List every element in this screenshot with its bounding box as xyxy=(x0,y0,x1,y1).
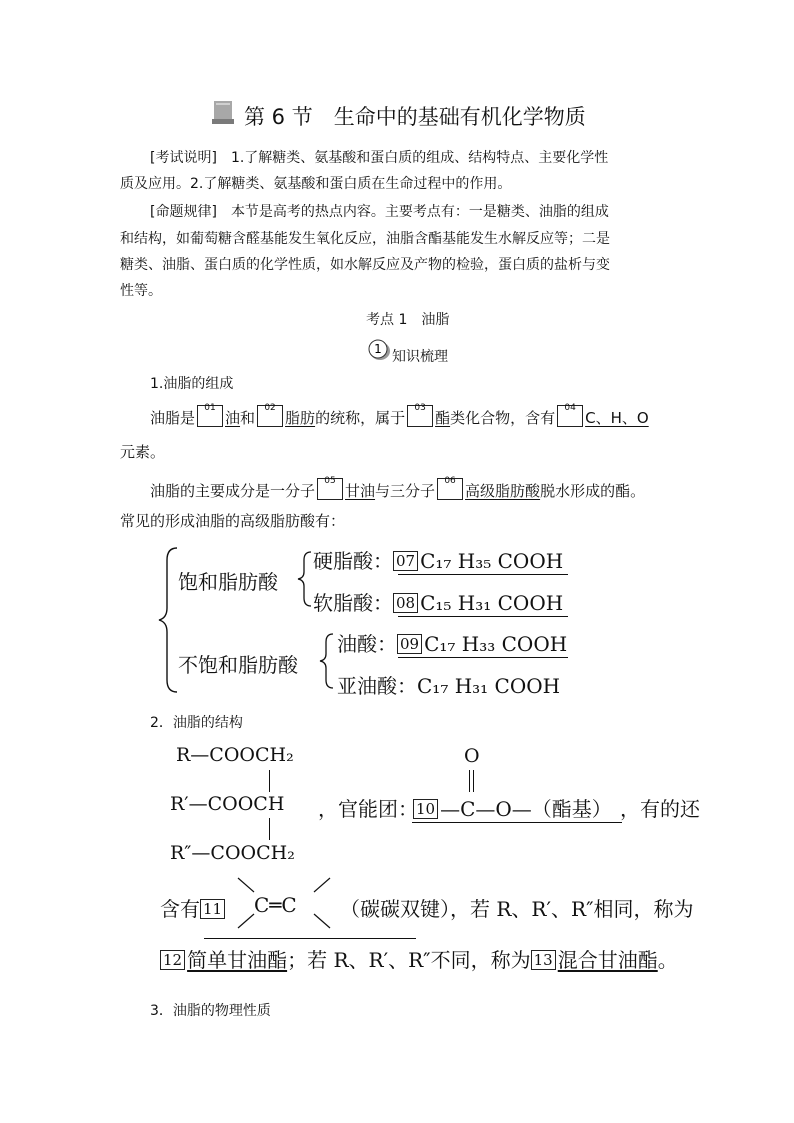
underline-08 xyxy=(398,616,568,617)
ester-group-row: 10 —C—O—（酯基） xyxy=(413,793,612,822)
blank-box-05: 05 xyxy=(317,478,343,500)
blank-box-13: 13 xyxy=(531,950,556,970)
underline-11 xyxy=(204,938,416,939)
blank-box-10: 10 xyxy=(413,799,438,819)
exam-description-line1: [考试说明] 1.了解糖类、氨基酸和蛋白质的组成、结构特点、主要化学性 xyxy=(150,150,609,166)
rule-tag: [命题规律] xyxy=(150,204,217,220)
blank-box-07: 07 xyxy=(393,551,418,571)
underline-10 xyxy=(412,822,622,823)
blank-box-04: 04 xyxy=(557,405,583,427)
acid-row-oleic: 油酸： 09 C₁₇ H₃₃ COOH xyxy=(337,632,568,656)
s1-paragraph2-end: 常见的形成油脂的高级脂肪酸有： xyxy=(120,512,346,530)
book-icon xyxy=(212,99,234,125)
section2-heading: 2．油脂的结构 xyxy=(150,715,243,731)
rule-line2: 和结构，如葡萄糖含醛基能发生氧化反应，油脂含酯基能发生水解反应等；二是 xyxy=(120,231,610,247)
section-kaodian-title: 考点 1 油脂 xyxy=(366,312,450,328)
section1-heading: 1.油脂的组成 xyxy=(150,376,234,392)
ester-double-bond-a xyxy=(469,770,470,792)
section3-heading: 3．油脂的物理性质 xyxy=(150,1003,271,1019)
rule-line3: 糖类、油脂、蛋白质的化学性质，如水解反应及产物的检验，蛋白质的盐析与变 xyxy=(120,257,610,273)
blank-box-06: 06 xyxy=(437,478,463,500)
acid-row-stearic: 硬脂酸： 07 C₁₇ H₃₅ COOH xyxy=(313,549,564,573)
blank-box-03: 03 xyxy=(407,405,433,427)
ester-double-bond-b xyxy=(473,770,474,792)
ester-tail: ，有的还 xyxy=(620,797,700,821)
unsaturated-acid-label: 不饱和脂肪酸 xyxy=(178,653,298,677)
badge-circle-icon xyxy=(367,338,389,360)
knowledge-subtitle: 知识梳理 xyxy=(392,349,448,365)
s1-paragraph1-end: 元素。 xyxy=(120,443,166,461)
s1-paragraph2: 油脂的主要成分是一分子 05 甘油与三分子 06 高级脂肪酸脱水形成的酯。 xyxy=(150,476,646,500)
struct-bond-upper xyxy=(269,770,270,792)
lower-brace xyxy=(320,634,333,688)
rule-line4: 性等。 xyxy=(120,283,162,299)
outer-brace xyxy=(159,548,177,692)
cc-label: （碳碳双键），若 R、R′、R″相同，称为 xyxy=(340,897,694,921)
underline-07 xyxy=(398,574,568,575)
struct-row3: R″—COOCH₂ xyxy=(170,842,295,864)
blank-box-12: 12 xyxy=(160,950,185,970)
blank-box-11: 11 xyxy=(200,899,225,919)
saturated-acid-label: 饱和脂肪酸 xyxy=(178,570,278,594)
struct-row2: R′—COOCH xyxy=(170,793,285,815)
functional-group-label: ，官能团： xyxy=(318,797,418,821)
blank-box-08: 08 xyxy=(393,593,418,613)
blank-box-01: 01 xyxy=(197,405,223,427)
rule-line1: [命题规律] 本节是高考的热点内容。主要考点有：一是糖类、油脂的组成 xyxy=(150,204,609,220)
cc-row: 含有 11 xyxy=(160,893,227,922)
upper-brace xyxy=(298,552,311,606)
glyceride-row: 12 简单甘油酯；若 R、R′、R″不同，称为 13 混合甘油酯。 xyxy=(160,944,678,973)
acid-row-linoleic: 亚油酸：C₁₇ H₃₁ COOH xyxy=(337,674,561,698)
underline-09 xyxy=(398,657,568,658)
blank-box-02: 02 xyxy=(257,405,283,427)
acid-row-palmitic: 软脂酸： 08 C₁₅ H₃₁ COOH xyxy=(313,591,564,615)
struct-row1: R—COOCH₂ xyxy=(176,744,294,766)
ester-oxygen-top: O xyxy=(464,745,480,767)
page-title: 第 6 节 生命中的基础有机化学物质 xyxy=(244,105,586,129)
exam-tag: [考试说明] xyxy=(150,150,217,166)
s1-paragraph1: 油脂是 01 油和 02 脂肪的统称，属于 03 酯类化合物，含有 04 C、H、O xyxy=(150,403,649,427)
svg-text:1: 1 xyxy=(374,342,382,356)
blank-box-09: 09 xyxy=(397,634,422,654)
struct-bond-lower xyxy=(269,818,270,840)
cc-group: C═C xyxy=(254,893,297,917)
exam-description-line2: 质及应用。2.了解糖类、氨基酸和蛋白质在生命过程中的作用。 xyxy=(120,176,512,192)
